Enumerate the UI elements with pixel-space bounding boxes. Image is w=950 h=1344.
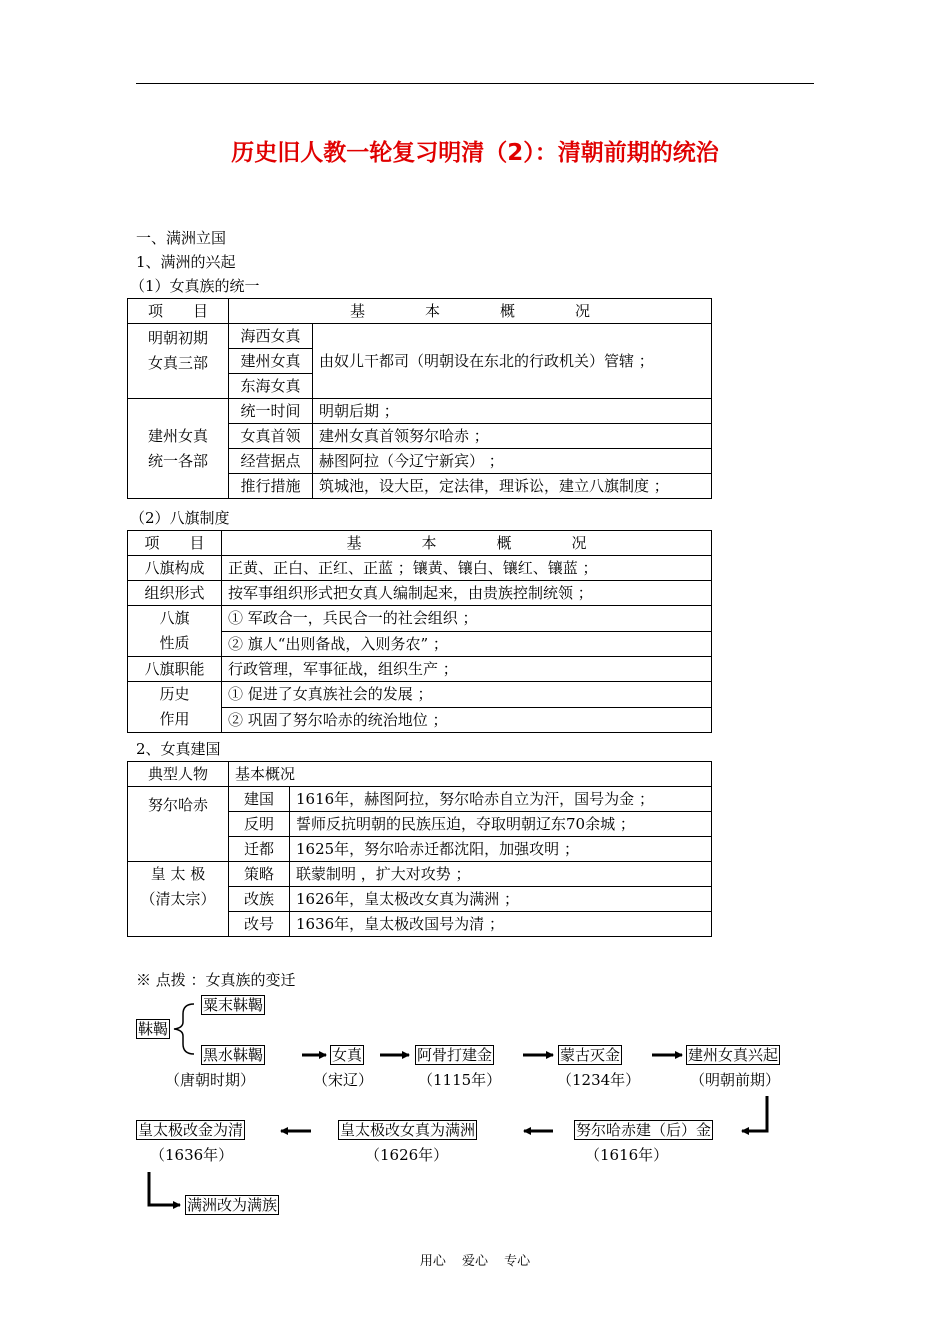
group-label: 建州女真 统一各部 — [128, 399, 229, 499]
page-footer: 用心 爱心 专心 — [419, 1254, 531, 1269]
table-cell: 八旗 性质 — [128, 606, 222, 657]
period-label: （1234年） — [557, 1071, 641, 1089]
table-cell: 赫图阿拉（今辽宁新宾） ； — [313, 449, 712, 474]
period-label: （1626年） — [365, 1146, 449, 1164]
table-cell: 改族 — [229, 887, 290, 912]
table-cell: 按军事组织形式把女真人编制起来，由贵族控制统领 ； — [222, 581, 712, 606]
table-header: 基 本 概 况 — [222, 531, 712, 556]
table-cell: 行政管理，军事征战，组织生产 ； — [222, 657, 712, 682]
table-cell: 1636年，皇太极改国号为清 ； — [290, 912, 712, 937]
flow-node: 黑水靺鞨 — [203, 1046, 264, 1064]
subsection-heading: 2、女真建国 — [136, 740, 221, 758]
table-cell: ② 旗人“出则备战，入则务农” ； — [222, 631, 712, 657]
table-cell: 改号 — [229, 912, 290, 937]
period-label: （1115年） — [418, 1071, 502, 1089]
arrow — [149, 1172, 180, 1205]
table-cell: 女真首领 — [229, 424, 313, 449]
table-header: 项 目 — [128, 531, 222, 556]
tip-heading: ※ 点拨 ：女真族的变迁 — [136, 971, 296, 989]
table-cell: 1626年，皇太极改女真为满洲 ； — [290, 887, 712, 912]
section-heading: 一、满洲立国 — [136, 229, 227, 247]
period-label: （唐朝时期） — [165, 1071, 256, 1089]
table-cell: 建国 — [229, 787, 290, 812]
table-cell: 联蒙制明 ，扩大对攻势 ； — [290, 862, 712, 887]
arrow — [742, 1096, 767, 1131]
person-label: 努尔哈赤 — [128, 787, 229, 862]
flow-node: 阿骨打建金 — [417, 1046, 493, 1064]
table-header: 项 目 — [128, 299, 229, 324]
period-label: （明朝前期） — [690, 1071, 781, 1089]
table-cell: ② 巩固了努尔哈赤的统治地位 ； — [222, 707, 712, 733]
table-cell: 经营据点 — [229, 449, 313, 474]
period-label: （宋辽） — [313, 1071, 374, 1089]
table-header: 典型人物 — [128, 762, 229, 787]
table-cell: 组织形式 — [128, 581, 222, 606]
table-cell: 八旗构成 — [128, 556, 222, 581]
page-title: 历史旧人教一轮复习明清（2）：清朝前期的统治 — [231, 140, 719, 166]
flow-node: 靺鞨 — [138, 1020, 169, 1038]
flow-node: 皇太极改金为清 — [138, 1121, 244, 1139]
table-cell: 八旗职能 — [128, 657, 222, 682]
table-cell: 1625年，努尔哈赤迁都沈阳，加强攻明 ； — [290, 837, 712, 862]
flow-node: 努尔哈赤建（后）金 — [576, 1121, 712, 1139]
table-cell: 明朝后期 ； — [313, 399, 712, 424]
table-header: 基本概况 — [229, 762, 712, 787]
table-cell: 建州女真首领努尔哈赤 ； — [313, 424, 712, 449]
subsection-heading: （1）女真族的统一 — [130, 277, 260, 295]
table-cell: 迁都 — [229, 837, 290, 862]
table-cell: 历史 作用 — [128, 682, 222, 733]
table-cell: 反明 — [229, 812, 290, 837]
table-cell: 建州女真 — [229, 349, 313, 374]
table-cell: ① 军政合一，兵民合一的社会组织 ； — [222, 606, 712, 632]
flow-node: 满洲改为满族 — [187, 1196, 278, 1214]
period-label: （1616年） — [585, 1146, 669, 1164]
group-label: 明朝初期 女真三部 — [128, 324, 229, 399]
table-cell: ① 促进了女真族社会的发展 ； — [222, 682, 712, 708]
table-cell: 东海女真 — [229, 374, 313, 399]
table-cell: 正黄、正白、正红、正蓝 ；镶黄、镶白、镶红、镶蓝 ； — [222, 556, 712, 581]
subsection-heading: （2）八旗制度 — [130, 509, 230, 527]
person-label: 皇 太 极 （清太宗） — [128, 862, 229, 937]
table-cell: 誓师反抗明朝的民族压迫，夺取明朝辽东70余城 ； — [290, 812, 712, 837]
flow-node: 建州女真兴起 — [688, 1046, 779, 1064]
flow-node: 女真 — [332, 1046, 363, 1064]
flow-node: 皇太极改女真为满洲 — [340, 1121, 476, 1139]
flow-node: 蒙古灭金 — [560, 1046, 621, 1064]
period-label: （1636年） — [150, 1146, 234, 1164]
table-header: 基 本 概 况 — [229, 299, 712, 324]
flow-node: 粟末靺鞨 — [203, 996, 264, 1014]
table-cell: 推行措施 — [229, 474, 313, 499]
brace — [174, 1004, 194, 1054]
table-cell: 由奴儿干都司（明朝设在东北的行政机关）管辖 ； — [313, 324, 712, 399]
table-cell: 筑城池，设大臣，定法律，理诉讼，建立八旗制度 ； — [313, 474, 712, 499]
table-cell: 策略 — [229, 862, 290, 887]
table-cell: 统一时间 — [229, 399, 313, 424]
table-cell: 1616年，赫图阿拉，努尔哈赤自立为汗，国号为金 ； — [290, 787, 712, 812]
table-cell: 海西女真 — [229, 324, 313, 349]
subsection-heading: 1、满洲的兴起 — [136, 253, 236, 271]
